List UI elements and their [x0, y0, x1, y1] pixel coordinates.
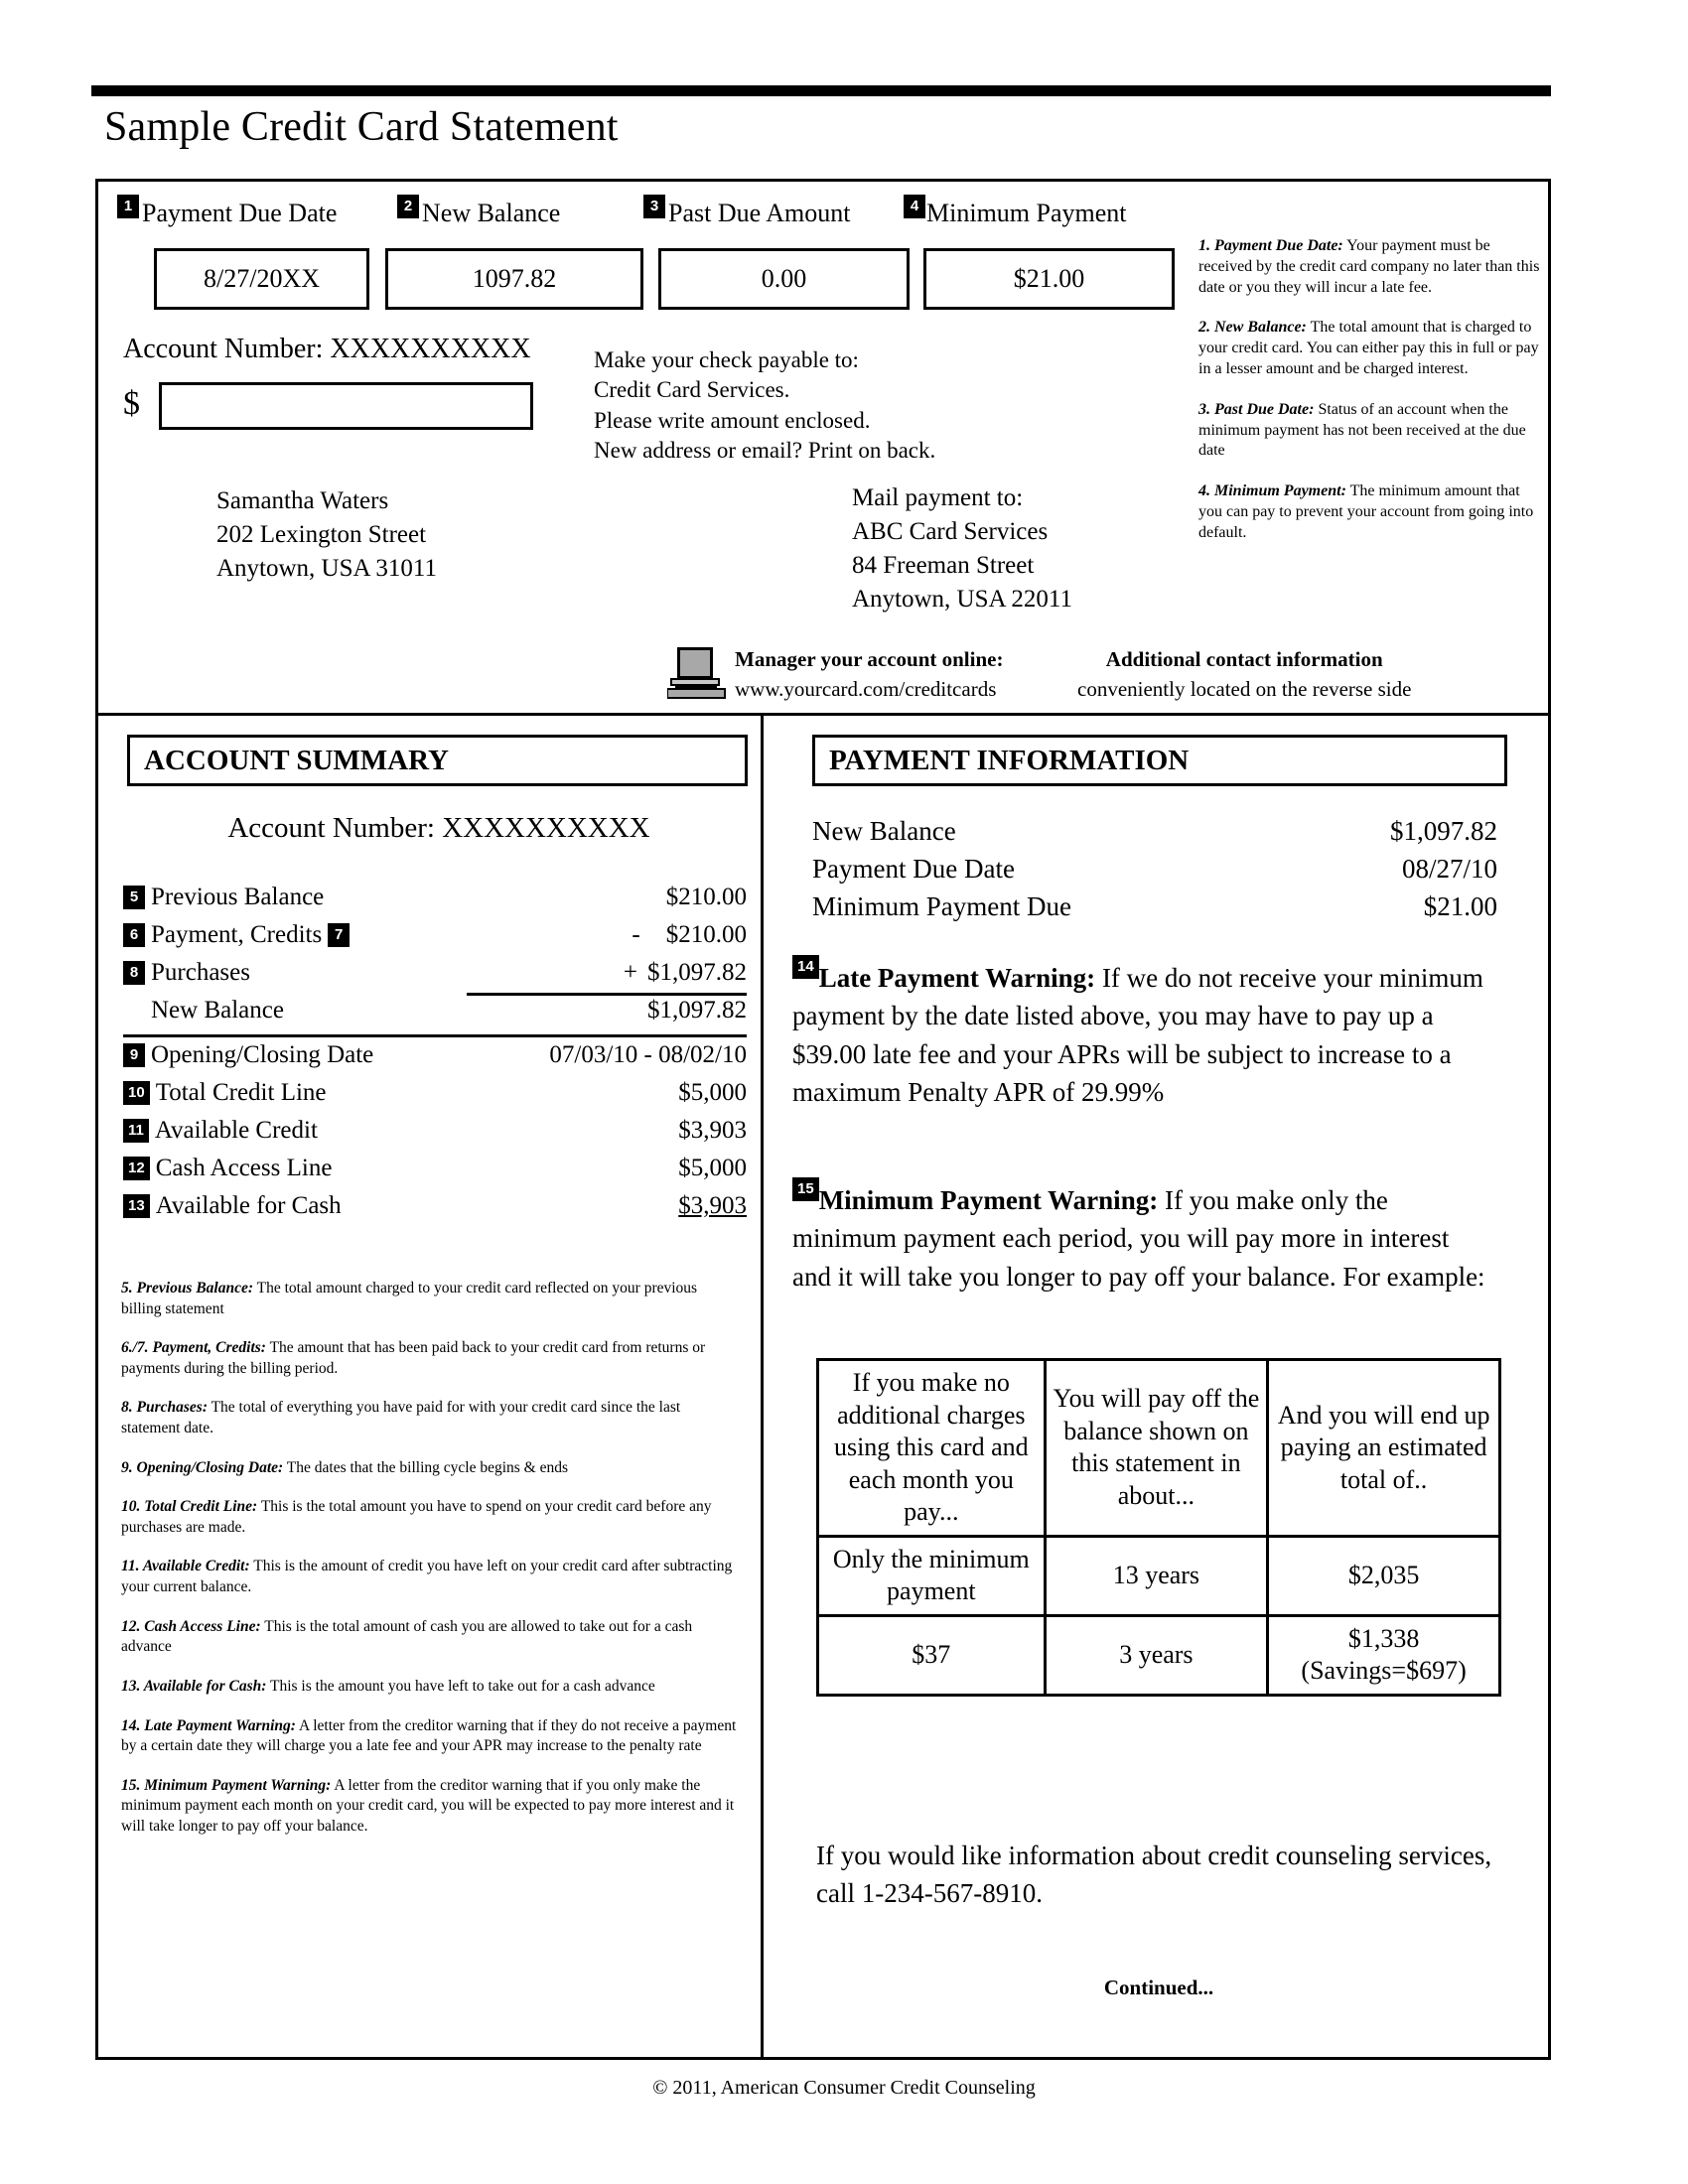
- callout-badge-1: 1: [117, 195, 139, 218]
- customer-city-state-zip: Anytown, USA 31011: [216, 555, 438, 582]
- table-header-cell: If you make no additional charges using this card and each month you pay...: [818, 1360, 1046, 1537]
- callout-badge-5: 5: [123, 886, 145, 909]
- table-cell: Only the minimum payment: [818, 1536, 1046, 1615]
- page-title: Sample Credit Card Statement: [104, 104, 619, 150]
- minimum-payment-warning-body: If you make only the minimum payment each period, you will pay more in interest and it will take you longer to pay off your balance. For example:: [792, 1185, 1485, 1292]
- title-rule: [91, 85, 1551, 96]
- remittance-notes: [1198, 236, 1544, 564]
- pi-row-minimum-payment-due: [812, 891, 1497, 929]
- footnote-9: 9. Opening/Closing Date: The dates that the billing cycle begins & ends: [121, 1458, 569, 1476]
- customer-address: [216, 484, 437, 586]
- customer-name: Samantha Waters: [216, 487, 389, 514]
- minimum-payment-warning: [792, 1181, 1487, 1296]
- footnote-11: 11. Available Credit: This is the amount of credit you have left on your credit card after subtracting your current balance.: [121, 1558, 733, 1596]
- table-row: [818, 1536, 1500, 1615]
- callout-badge-7: 7: [328, 923, 350, 947]
- minimum-payment-warning-title: Minimum Payment Warning:: [818, 1185, 1159, 1215]
- pi-row-new-balance: [812, 816, 1497, 854]
- summary-value: $3,903: [678, 1117, 747, 1144]
- note-4: 4. Minimum Payment: The minimum amount that you can pay to prevent your account from going into default.: [1198, 482, 1534, 541]
- summary-row-payment-credits: [123, 921, 747, 959]
- summary-label: Previous Balance: [151, 884, 325, 910]
- summary-row-previous-balance: [123, 884, 747, 921]
- payment-due-date-value: 8/27/20XX: [154, 248, 369, 310]
- footnote-14: 14. Late Payment Warning: A letter from the creditor warning that if they do not receive a payment by a certain date they will charge you a late fee and your APR may increase to the penalty rate: [121, 1716, 737, 1755]
- summary-row-cash-access-line: [123, 1155, 747, 1192]
- payment-due-date-label: Payment Due Date: [142, 199, 338, 227]
- summary-value: $210.00: [665, 921, 747, 948]
- account-summary-header: ACCOUNT SUMMARY: [127, 735, 748, 786]
- summary-label: Payment, Credits: [151, 921, 323, 948]
- note-3: 3. Past Due Date: Status of an account when the minimum payment has not been received at the due date: [1198, 400, 1526, 460]
- summary-account-number: Account Number: XXXXXXXXXX: [227, 812, 650, 844]
- summary-label: Purchases: [151, 959, 250, 986]
- vertical-divider: [761, 713, 764, 2060]
- minimum-payment-value: $21.00: [923, 248, 1175, 310]
- summary-value: $1,097.82: [647, 997, 747, 1024]
- callout-badge-2: 2: [397, 195, 419, 218]
- dollar-symbol: $: [123, 385, 140, 422]
- account-summary-rows: [123, 884, 747, 1230]
- check-instructions: [594, 345, 935, 466]
- pi-value: $21.00: [1423, 891, 1497, 921]
- table-cell: 3 years: [1045, 1615, 1268, 1695]
- callout-badge-8: 8: [123, 961, 145, 985]
- pi-value: 08/27/10: [1401, 854, 1497, 884]
- table-cell: $37: [818, 1615, 1046, 1695]
- pi-label: Minimum Payment Due: [812, 891, 1071, 921]
- check-instruction-line: Credit Card Services.: [594, 377, 790, 403]
- summary-label: Total Credit Line: [155, 1079, 327, 1106]
- callout-badge-11: 11: [123, 1119, 149, 1143]
- late-payment-warning-title: Late Payment Warning:: [818, 963, 1096, 993]
- footnote-8: 8. Purchases: The total of everything you have paid for with your credit card since the last statement date.: [121, 1399, 681, 1437]
- summary-row-total-credit-line: [123, 1079, 747, 1117]
- callout-badge-3: 3: [643, 195, 665, 218]
- past-due-amount-value: 0.00: [658, 248, 910, 310]
- note-2: 2. New Balance: The total amount that is charged to your credit card. You can either pay this in full or pay in a lesser amount and be charged interest.: [1198, 319, 1539, 377]
- summary-value: 07/03/10 - 08/02/10: [549, 1041, 747, 1068]
- callout-badge-12: 12: [123, 1157, 150, 1180]
- summary-value: $3,903: [678, 1192, 747, 1219]
- mail-to-address: [852, 481, 1072, 616]
- mail-to-street: 84 Freeman Street: [852, 552, 1035, 579]
- summary-row-available-for-cash: [123, 1192, 747, 1230]
- table-cell: $2,035: [1268, 1536, 1500, 1615]
- amount-enclosed-input[interactable]: [159, 382, 533, 430]
- additional-contact-subtext: conveniently located on the reverse side: [1077, 676, 1412, 701]
- summary-label: Opening/Closing Date: [151, 1041, 374, 1068]
- footnote-10: 10. Total Credit Line: This is the total amount you have to spend on your credit card before any purchases are made.: [121, 1498, 712, 1536]
- footnote-6-7: 6./7. Payment, Credits: The amount that has been paid back to your credit card from returns or payments during the billing period.: [121, 1339, 706, 1377]
- callout-badge-13: 13: [123, 1194, 150, 1218]
- customer-street: 202 Lexington Street: [216, 521, 427, 548]
- summary-value: $210.00: [665, 884, 747, 910]
- late-payment-warning: [792, 959, 1487, 1111]
- callout-badge-9: 9: [123, 1043, 145, 1067]
- additional-contact-text: [1077, 645, 1411, 705]
- summary-label: New Balance: [151, 997, 284, 1024]
- summary-value: $5,000: [678, 1079, 747, 1106]
- past-due-amount-label: Past Due Amount: [668, 199, 851, 227]
- manage-online-text: [735, 645, 1003, 705]
- additional-contact-heading: Additional contact information: [1105, 647, 1383, 671]
- table-cell: $1,338 (Savings=$697): [1268, 1615, 1500, 1695]
- summary-row-opening-closing: [123, 1041, 747, 1079]
- summary-row-purchases: [123, 959, 747, 997]
- minimum-payment-label: Minimum Payment: [926, 199, 1127, 227]
- table-header-row: [818, 1360, 1500, 1537]
- account-summary-footnotes: [121, 1279, 737, 1856]
- note-1: 1. Payment Due Date: Your payment must be received by the credit card company no later than this date or you they will incur a late fee.: [1198, 237, 1540, 296]
- mail-to-city-state-zip: Anytown, USA 22011: [852, 586, 1073, 613]
- callout-badge-15: 15: [792, 1177, 819, 1201]
- summary-label: Cash Access Line: [155, 1155, 333, 1181]
- footnote-15: 15. Minimum Payment Warning: A letter from the creditor warning that if you only make the minimum payment each month on your credit card, you will be expected to pay more interest and it will take longer to pay off your balance.: [121, 1776, 735, 1835]
- pi-label: Payment Due Date: [812, 854, 1015, 884]
- footnote-13: 13. Available for Cash: This is the amount you have left to take out for a cash advance: [121, 1677, 655, 1695]
- mail-to-company: ABC Card Services: [852, 518, 1049, 545]
- summary-row-new-balance: [123, 997, 747, 1037]
- table-row: [818, 1615, 1500, 1695]
- check-instruction-line: Please write amount enclosed.: [594, 407, 871, 433]
- credit-counseling-text: If you would like information about credit counseling services, call 1-234-567-8910.: [816, 1841, 1492, 1909]
- mail-to-heading: Mail payment to:: [852, 484, 1024, 511]
- pi-row-payment-due-date: [812, 854, 1497, 891]
- manage-online-heading: Manager your account online:: [735, 647, 1004, 671]
- new-balance-value: 1097.82: [385, 248, 643, 310]
- footnote-5: 5. Previous Balance: The total amount charged to your credit card reflected on your previous billing statement: [121, 1280, 698, 1317]
- check-instruction-line: Make your check payable to:: [594, 347, 859, 372]
- table-cell: 13 years: [1045, 1536, 1268, 1615]
- horizontal-divider: [95, 713, 1551, 716]
- summary-row-available-credit: [123, 1117, 747, 1155]
- footnote-12: 12. Cash Access Line: This is the total amount of cash you are allowed to take out for a cash advance: [121, 1617, 693, 1656]
- check-instruction-line: New address or email? Print on back.: [594, 438, 936, 464]
- table-header-cell: You will pay off the balance shown on this statement in about...: [1045, 1360, 1268, 1537]
- continued-label: Continued...: [1103, 1976, 1214, 1999]
- payment-information-header: PAYMENT INFORMATION: [812, 735, 1507, 786]
- pi-label: New Balance: [812, 816, 956, 846]
- new-balance-label: New Balance: [422, 199, 561, 227]
- summary-value: $5,000: [678, 1155, 747, 1181]
- late-payment-warning-body: If we do not receive your minimum payment by the date listed above, you may have to pay up a $39.00 late fee and your APRs will be subject to increase to a maximum Penalty APR of 29.99%: [792, 963, 1483, 1107]
- table-header-cell: And you will end up paying an estimated total of..: [1268, 1360, 1500, 1537]
- summary-sign: +: [623, 959, 637, 986]
- purchases-total-rule: [467, 993, 747, 996]
- summary-label: Available for Cash: [155, 1192, 342, 1219]
- payment-information-rows: [812, 816, 1497, 929]
- remittance-account-number: Account Number: XXXXXXXXXX: [123, 334, 531, 364]
- minimum-payment-table: [816, 1358, 1501, 1697]
- summary-sign: -: [632, 921, 640, 948]
- callout-badge-4: 4: [904, 195, 925, 218]
- pi-value: $1,097.82: [1390, 816, 1497, 846]
- callout-badge-6: 6: [123, 923, 145, 947]
- summary-value: $1,097.82: [647, 959, 747, 986]
- manage-online-url[interactable]: www.yourcard.com/creditcards: [735, 676, 997, 701]
- callout-badge-14: 14: [792, 955, 819, 979]
- laptop-icon: [667, 645, 729, 701]
- summary-label: Available Credit: [154, 1117, 318, 1144]
- callout-badge-10: 10: [123, 1081, 150, 1105]
- copyright-notice: © 2011, American Consumer Credit Counseling: [652, 2077, 1036, 2099]
